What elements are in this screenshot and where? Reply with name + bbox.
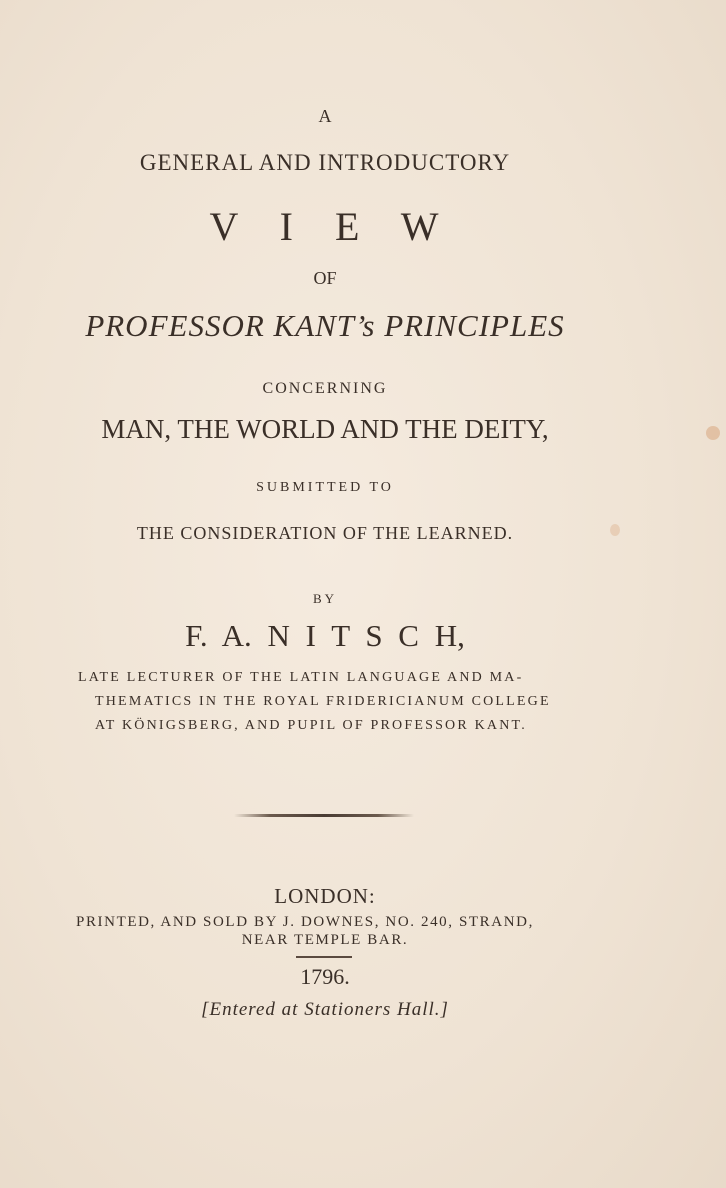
- imprint-city: LONDON:: [274, 884, 376, 908]
- title-consideration: THE CONSIDERATION OF THE LEARNED.: [136, 523, 514, 543]
- title-of: OF: [313, 268, 337, 288]
- short-rule: [296, 956, 352, 958]
- author-name: F. A. N I T S C H,: [185, 618, 465, 653]
- author-description-line: LATE LECTURER OF THE LATIN LANGUAGE AND MA-: [78, 670, 524, 685]
- title-by: BY: [312, 591, 338, 606]
- imprint-entered: [Entered at Stationers Hall.]: [201, 999, 449, 1020]
- foxing-spot: [706, 426, 720, 440]
- title-professor-kant: PROFESSOR KANT’s PRINCIPLES: [85, 308, 565, 343]
- ornamental-rule: [234, 814, 414, 817]
- imprint-temple-bar: NEAR TEMPLE BAR.: [241, 932, 409, 948]
- imprint-printed-sold: PRINTED, AND SOLD BY J. DOWNES, NO. 240, STRAND,: [76, 914, 534, 930]
- author-description-line: AT KÖNIGSBERG, AND PUPIL OF PROFESSOR KANT.: [95, 718, 527, 733]
- title-article: A: [318, 106, 332, 126]
- title-view: V I E W: [209, 204, 441, 249]
- title-man-world-deity: MAN, THE WORLD AND THE DEITY,: [101, 414, 549, 444]
- author-description-line: THEMATICS IN THE ROYAL FRIDERICIANUM COLLEGE: [95, 694, 551, 709]
- title-submitted-to: SUBMITTED TO: [256, 480, 394, 495]
- imprint-year: 1796.: [300, 964, 350, 989]
- title-concerning: CONCERNING: [262, 380, 388, 397]
- title-general-introductory: GENERAL AND INTRODUCTORY: [139, 150, 511, 175]
